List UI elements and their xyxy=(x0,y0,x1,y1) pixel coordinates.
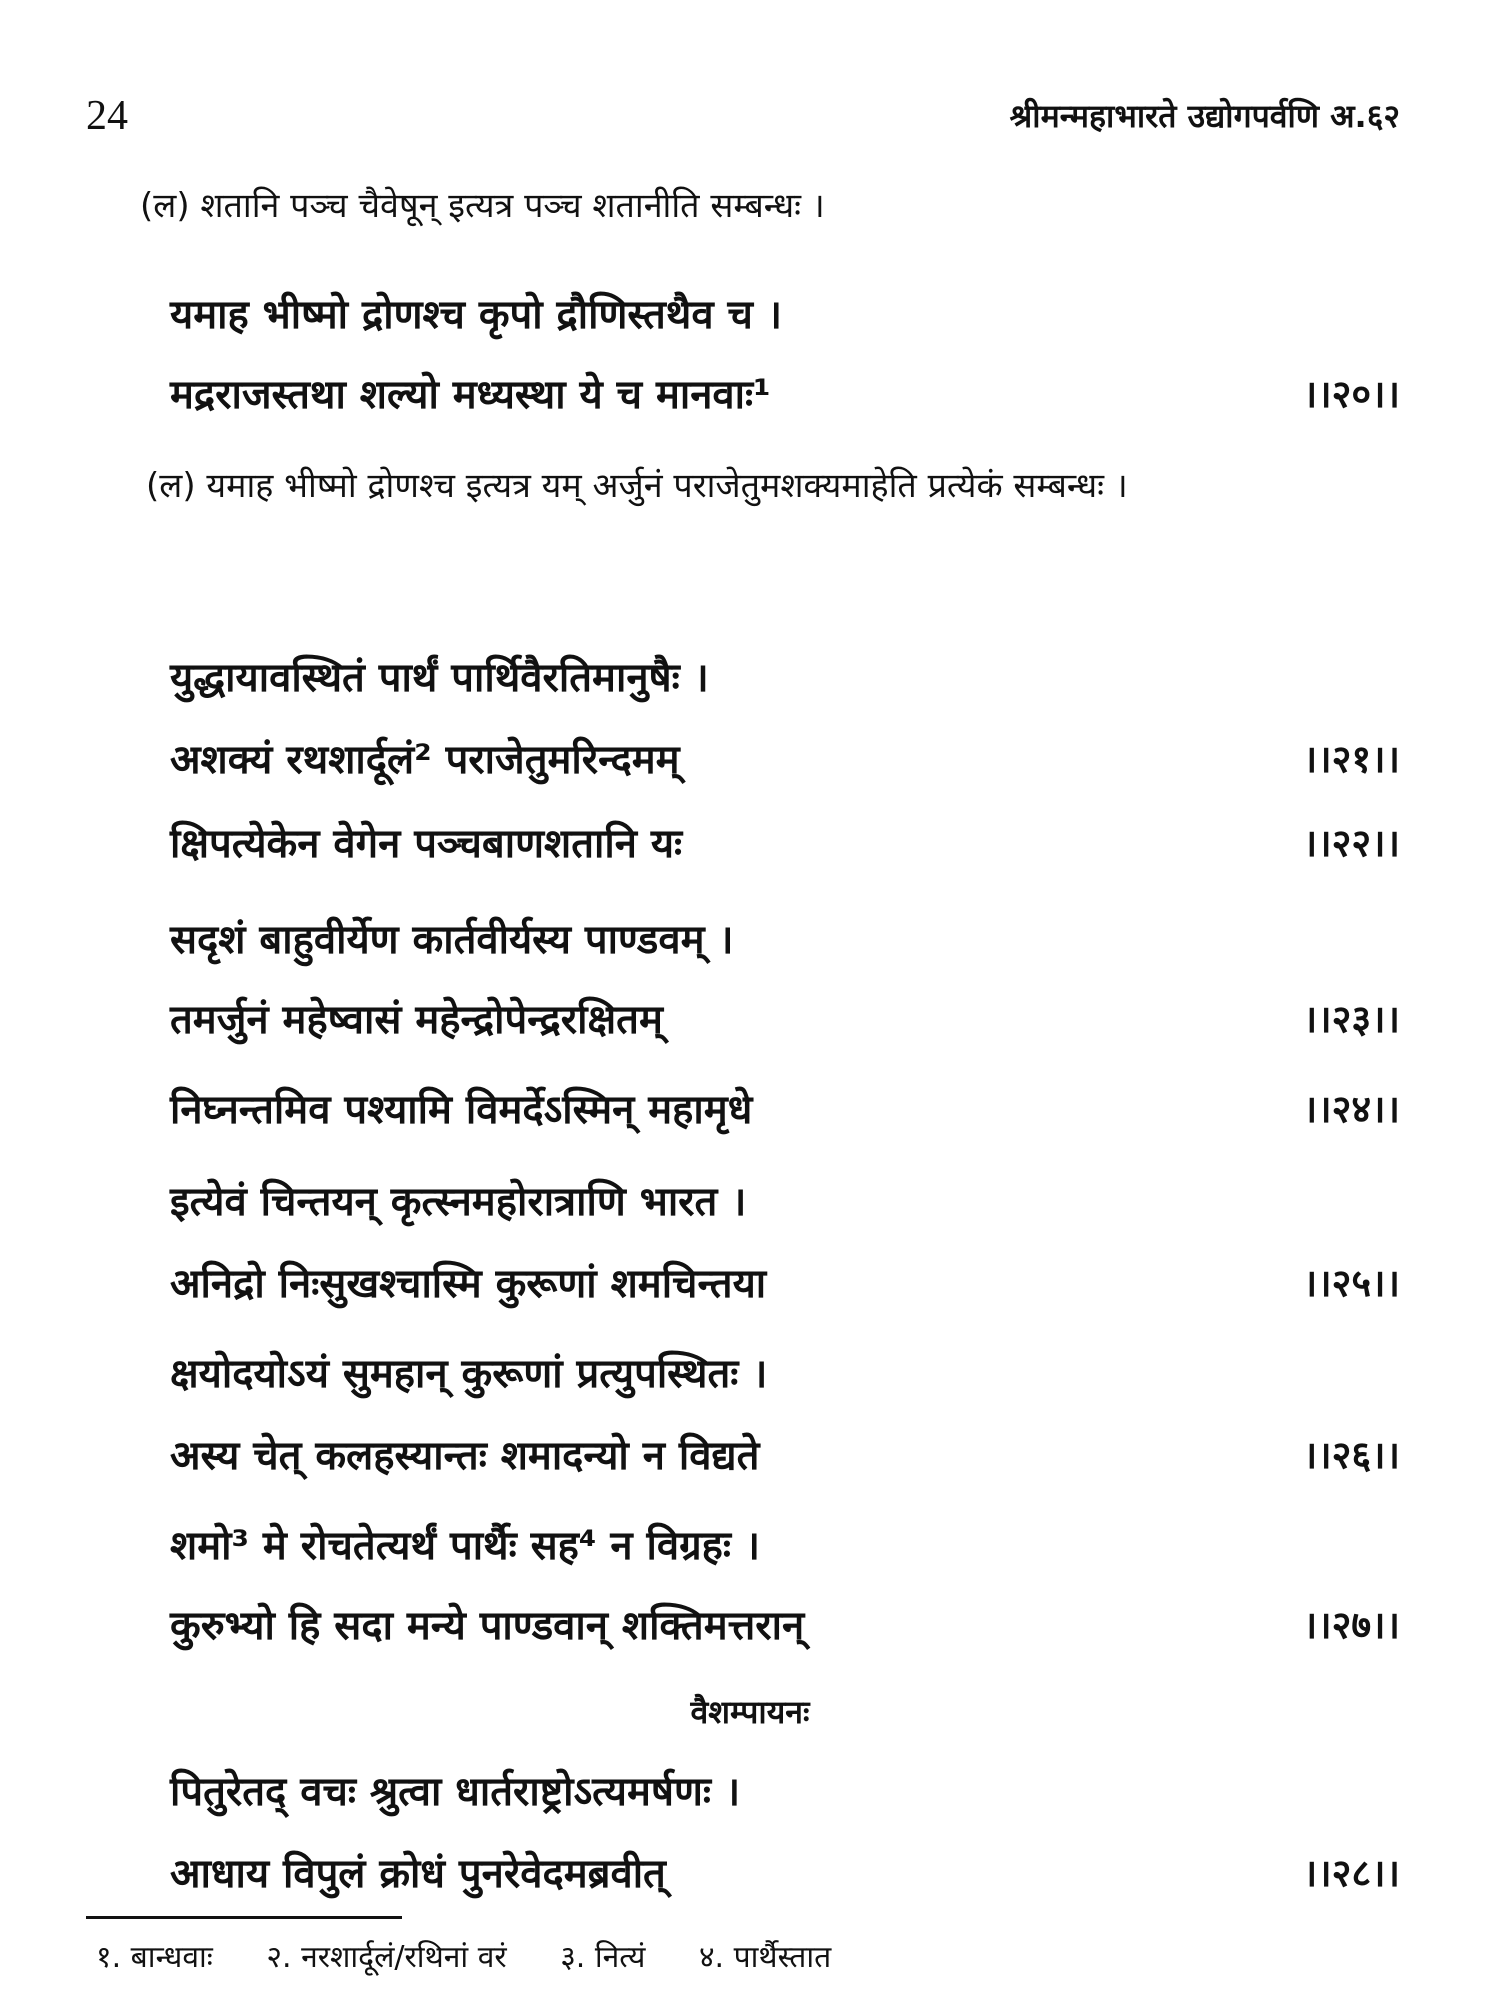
verse-line: शमो³ मे रोचतेत्यर्थं पार्थैः सह⁴ न विग्रहः । xyxy=(170,1523,761,1569)
verse-number: ।।२१।। xyxy=(1302,737,1400,781)
verse-line: आधाय विपुलं क्रोधं पुनरेवेदमब्रवीत् xyxy=(170,1851,666,1897)
verse-number: ।।२५।। xyxy=(1302,1261,1400,1305)
verse-line: तमर्जुनं महेष्वासं महेन्द्रोपेन्द्ररक्षितम् xyxy=(170,997,663,1043)
verse-line: क्षिपत्येकेन वेगेन पञ्चबाणशतानि यः xyxy=(170,821,683,867)
footnotes xyxy=(96,1935,875,1976)
verse-number: ।।२८।। xyxy=(1302,1851,1400,1895)
verse-line: अस्य चेत् कलहस्यान्तः शमादन्यो न विद्यते xyxy=(170,1433,760,1479)
verse-line: युद्धायावस्थितं पार्थं पार्थिवैरतिमानुषैः । xyxy=(170,655,709,701)
footnote-rule xyxy=(86,1916,402,1919)
footnote-item: ४. पार्थैस्तात xyxy=(698,1940,832,1975)
verse-number: ।।२३।। xyxy=(1302,997,1400,1041)
verse-number: ।।२२।। xyxy=(1302,821,1400,865)
speaker-heading: वैशम्पायनः xyxy=(690,1693,810,1731)
commentary-note-2: (ल) यमाह भीष्मो द्रोणश्च इत्यत्र यम् अर्जुनं पराजेतुमशक्यमाहेति प्रत्येकं सम्बन्धः । xyxy=(146,466,1128,506)
verse-line: मद्रराजस्तथा शल्यो मध्यस्था ये च मानवाः¹ xyxy=(170,372,771,418)
verse-line: यमाह भीष्मो द्रोणश्च कृपो द्रौणिस्तथैव च । xyxy=(170,292,782,338)
verse-line: कुरुभ्यो हि सदा मन्ये पाण्डवान् शक्तिमत्तरान् xyxy=(170,1603,805,1649)
verse-line: निघ्नन्तमिव पश्यामि विमर्देऽस्मिन् महामृधे xyxy=(170,1087,753,1133)
verse-number: ।।२०।। xyxy=(1302,372,1400,416)
verse-line: सदृशं बाहुवीर्येण कार्तवीर्यस्य पाण्डवम् । xyxy=(170,917,734,963)
verse-line: अनिद्रो निःसुखश्चास्मि कुरूणां शमचिन्तया xyxy=(170,1261,767,1307)
verse-number: ।।२४।। xyxy=(1302,1087,1400,1131)
verse-line: इत्येवं चिन्तयन् कृत्स्नमहोरात्राणि भारत । xyxy=(170,1179,747,1225)
footnote-item: ३. नित्यं xyxy=(560,1940,646,1975)
verse-line: क्षयोदयोऽयं सुमहान् कुरूणां प्रत्युपस्थितः । xyxy=(170,1351,768,1397)
footnote-item: २. नरशार्दूलं/रथिनां वरं xyxy=(266,1940,507,1975)
verse-line: अशक्यं रथशार्दूलं² पराजेतुमरिन्दमम् xyxy=(170,737,680,783)
running-head: श्रीमन्महाभारते उद्योगपर्वणि अ.६२ xyxy=(1009,97,1400,135)
verse-line: पितुरेतद् वचः श्रुत्वा धार्तराष्ट्रोऽत्यमर्षणः । xyxy=(170,1769,741,1815)
verse-number: ।।२७।। xyxy=(1302,1603,1400,1647)
commentary-note-1: (ल) शतानि पञ्च चैवेषून् इत्यत्र पञ्च शतानीति सम्बन्धः । xyxy=(140,186,825,226)
footnote-item: १. बान्धवाः xyxy=(96,1940,213,1975)
verse-number: ।।२६।। xyxy=(1302,1433,1400,1477)
page-number: 24 xyxy=(86,93,128,139)
